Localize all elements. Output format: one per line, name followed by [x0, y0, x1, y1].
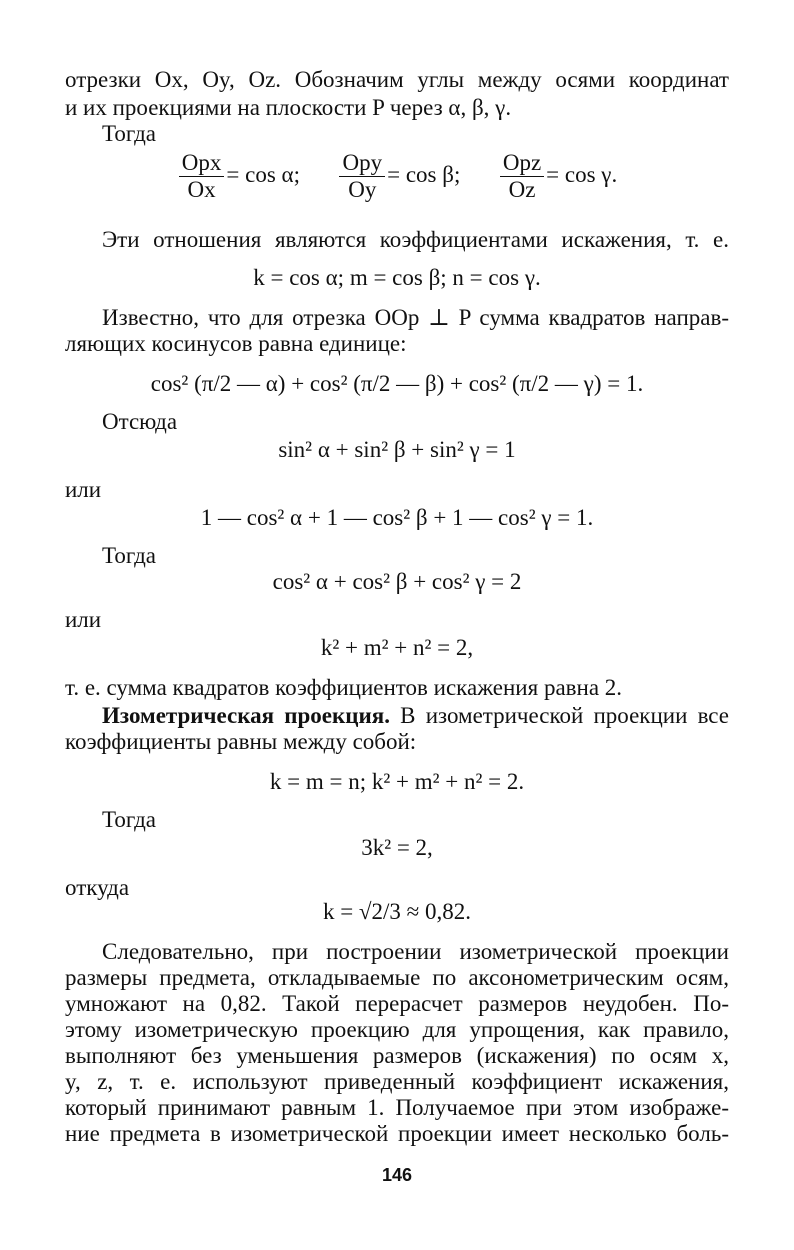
text-line: Известно, что для отрезка OOp ⊥ P сумма квадратов направ- [102, 305, 729, 330]
fraction-numerator: Opx [179, 150, 225, 177]
text-line: Тогда [102, 807, 157, 832]
text-line: т. е. сумма квадратов коэффициентов искажения равна 2. [65, 675, 623, 700]
page-number: 146 [381, 1165, 413, 1185]
formula: 1 — cos² α + 1 — cos² β + 1 — cos² γ = 1. [200, 505, 594, 530]
fraction-denominator: Oy [348, 177, 377, 202]
fraction-formula-row [0, 150, 794, 203]
text-line: Эти отношения являются коэффициентами искажения, т. е. [102, 227, 729, 252]
text-line [102, 702, 729, 730]
text-line: или [65, 607, 102, 632]
fraction-denominator: Oz [508, 177, 536, 202]
text-line: Следовательно, при построении изометрической проекции [102, 939, 729, 964]
text-line: Отсюда [102, 409, 178, 434]
formula: cos² α + cos² β + cos² γ = 2 [272, 569, 522, 594]
text-line: выполняют без уменьшения размеров (искажения) по осям x, [65, 1043, 729, 1068]
formula: k = cos α; m = cos β; n = cos γ. [253, 265, 541, 290]
text-line: ляющих косинусов равна единице: [65, 331, 407, 356]
formula: sin² α + sin² β + sin² γ = 1 [278, 437, 516, 462]
fraction [179, 150, 225, 203]
fraction-rhs: = cos α; [226, 161, 300, 187]
text-line: отрезки Ox, Oy, Oz. Обозначим углы между осями координат [65, 67, 729, 92]
text-line: или [65, 477, 102, 502]
text-line: размеры предмета, откладываемые по аксонометрическим осям, [65, 965, 729, 990]
formula: cos² (π/2 — α) + cos² (π/2 — β) + cos² (π/2 — γ) = 1. [150, 371, 644, 396]
text-line: и их проекциями на плоскости P через α, β, γ. [65, 95, 512, 120]
formula: k = √2/3 ≈ 0,82. [322, 899, 472, 924]
section-heading: Изометрическая проекция. [102, 703, 390, 728]
fraction-rhs: = cos γ. [546, 161, 618, 187]
text-line: этому изометрическую проекцию для упрощения, как правило, [65, 1017, 729, 1042]
fraction-numerator: Opy [339, 150, 385, 177]
text-line: Тогда [102, 543, 157, 568]
formula: k = m = n; k² + m² + n² = 2. [269, 769, 525, 794]
formula: 3k² = 2, [361, 835, 433, 860]
text-line: Тогда [102, 121, 157, 146]
text-line: откуда [65, 875, 130, 900]
fraction [339, 150, 385, 203]
fraction-rhs: = cos β; [387, 161, 461, 187]
formula: k² + m² + n² = 2, [320, 635, 474, 660]
text-line: который принимают равным 1. Получаемое при этом изображе- [65, 1095, 729, 1120]
fraction-denominator: Ox [187, 177, 216, 202]
text-line: умножают на 0,82. Такой перерасчет размеров неудобен. По- [65, 991, 729, 1016]
fraction [500, 150, 544, 203]
text-span: В изометрической проекции все [389, 703, 729, 728]
text-line: коэффициенты равны между собой: [65, 729, 417, 754]
text-line: y, z, т. е. используют приведенный коэффициент искажения, [65, 1069, 729, 1094]
text-line: ние предмета в изометрической проекции имеет несколько боль- [65, 1121, 729, 1146]
fraction-numerator: Opz [500, 150, 544, 177]
